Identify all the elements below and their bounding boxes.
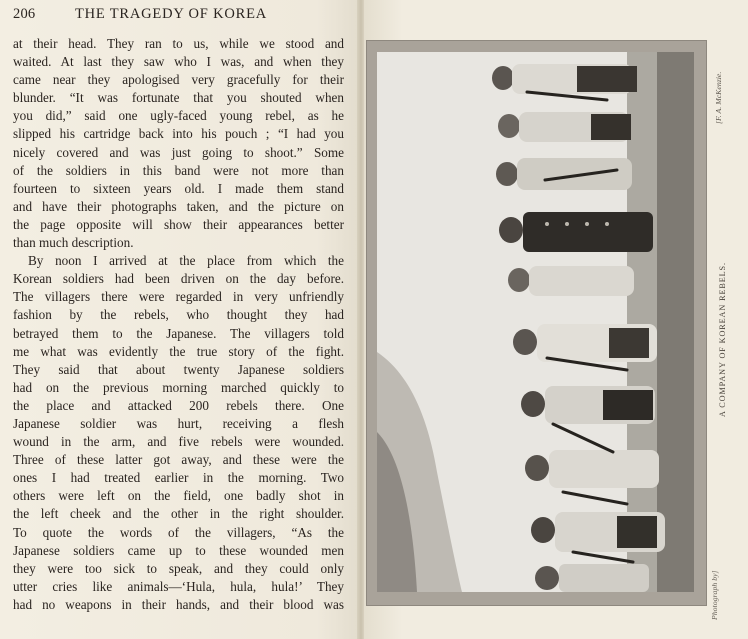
text-line: the place and attacked 200 rebels there. One: [13, 397, 344, 413]
text-line: and have their photographs taken, and the picture on: [13, 198, 344, 214]
photograph-illustration: [377, 52, 694, 592]
text-line: the left cheek and the other in the right shoulder.: [13, 506, 344, 522]
paragraph-2: [13, 252, 344, 614]
left-page: [0, 0, 360, 639]
text-line: Japanese soldier was hurt, receiving a flesh: [13, 415, 344, 431]
photo-credit-text: [F. A. McKenzie.: [714, 71, 723, 124]
text-line: utter cries like animals—‘Hula, hula, hula!’ They: [13, 578, 344, 594]
text-line: you did,” said one ugly-faced young rebel, as he: [13, 108, 344, 124]
text-line: me what was evidently the true story of the fight.: [13, 343, 344, 359]
text-line: The villagers there were regarded in very unfriendly: [13, 289, 344, 305]
photograph-by-text: Photograph by]: [710, 570, 719, 620]
running-title: THE TRAGEDY OF KOREA: [75, 6, 268, 22]
plate-caption-text: A COMPANY OF KOREAN REBELS.: [718, 262, 727, 417]
text-line: had no weapons in their hands, and their blood was: [13, 596, 344, 612]
text-line: ones I had treated earlier in the morning. Two: [13, 470, 344, 486]
text-line: had on the previous morning marched quickly to: [13, 379, 344, 395]
rebels-photograph: [377, 52, 694, 592]
text-line: of the soldiers in this band were not more than: [13, 162, 344, 178]
running-head: [13, 6, 353, 24]
text-line: fashion by the rebels, who thought they had: [13, 307, 344, 323]
photo-credit: [712, 44, 726, 124]
photograph-by-note: [708, 550, 722, 620]
text-line: By noon I arrived at the place from which the: [28, 253, 344, 269]
text-line: blunder. “It was fortunate that you shouted when: [13, 90, 344, 106]
photo-plate: [366, 40, 707, 606]
text-line: To quote the words of the villagers, “As the: [13, 524, 344, 540]
page-number: 206: [13, 6, 36, 22]
text-line: wound in the arm, and five rebels were wounded.: [13, 434, 344, 450]
text-line: at their head. They ran to us, while we stood and: [13, 36, 344, 51]
text-line: fourteen to sixteen years old. I made them stand: [13, 180, 344, 196]
text-line: others were left on the field, one badly shot in: [13, 488, 344, 504]
text-line: they were too sick to speak, and they could only: [13, 560, 344, 576]
text-line: nicely covered and was just going to shoot.” Some: [13, 144, 344, 160]
text-line: betrayed them to the Japanese. The villagers told: [13, 325, 344, 341]
body-text: [13, 35, 344, 614]
text-line: Three of these latter got away, and these were the: [13, 452, 344, 468]
text-line: came near they apologised very gracefully for their: [13, 72, 344, 88]
text-line: waited. At last they saw who I was, and when they: [13, 54, 344, 70]
text-line: than much description.: [13, 235, 134, 251]
text-line: Japanese soldiers came up to these wounded men: [13, 542, 344, 558]
paragraph-1: [13, 35, 344, 252]
text-line: slipped his cartridge back into his pouch ; “I had you: [13, 126, 344, 142]
plate-caption: [716, 247, 734, 417]
text-line: the page opposite will show their appearances better: [13, 216, 344, 232]
text-line: Korean soldiers had been driven on the day before.: [13, 271, 344, 287]
text-line: They said that about twenty Japanese soldiers: [13, 361, 344, 377]
